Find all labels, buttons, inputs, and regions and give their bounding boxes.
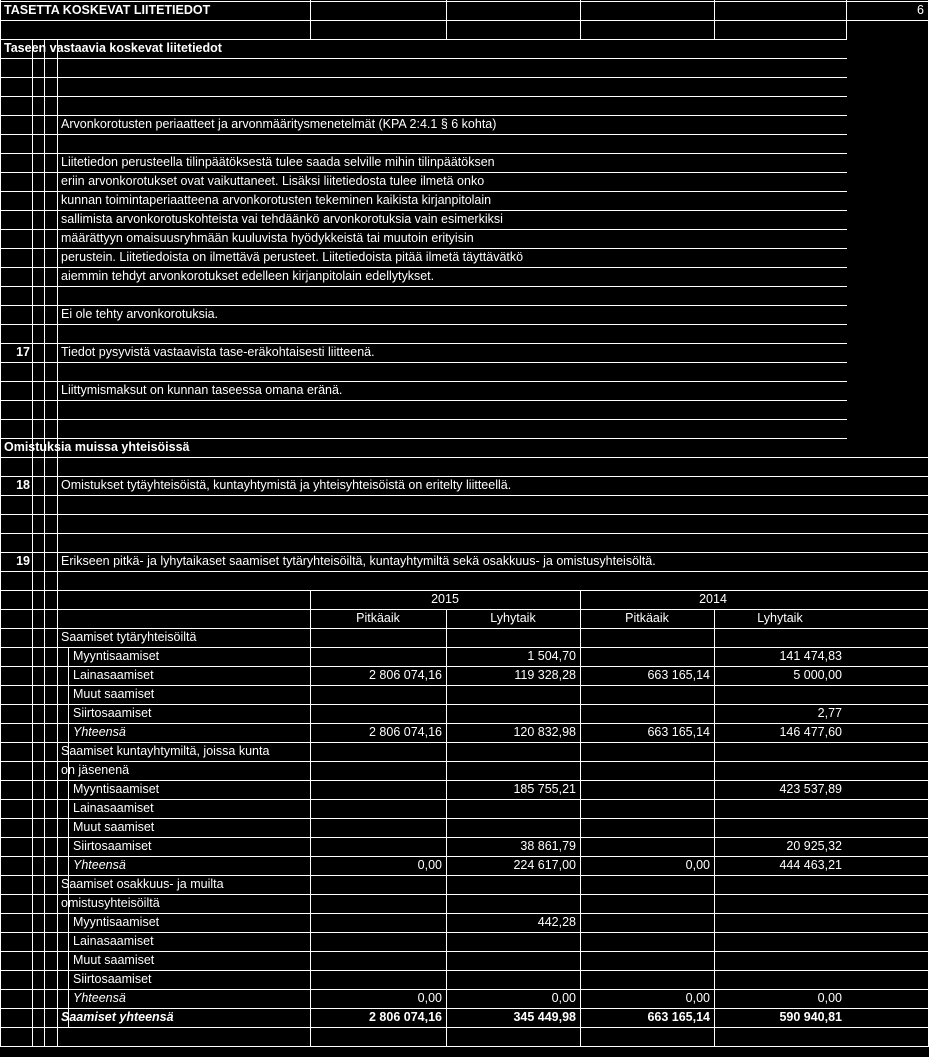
cell-value: 20 925,32 (786, 839, 842, 853)
column-header: Lyhytaik (757, 611, 803, 625)
grand-total-value: 590 940,81 (779, 1010, 842, 1024)
grid-hline (0, 419, 847, 420)
cell-value: 442,28 (537, 915, 576, 929)
paragraph-line: eriin arvonkorotukset ovat vaikuttaneet. Lisäksi liitetiedosta tulee ilmetä onko (61, 174, 485, 188)
cell-value: 141 474,83 (779, 649, 842, 663)
row-label: Muut saamiset (73, 820, 155, 834)
item-number: 17 (16, 345, 30, 359)
total-value: 444 463,21 (779, 858, 842, 872)
total-value: 0,00 (685, 991, 710, 1005)
item-text: Tiedot pysyvistä vastaavista tase-eräkohtaisesti liitteenä. (61, 345, 375, 359)
section-title: Omistuksia muissa yhteisöissä (4, 440, 190, 454)
row-label: Muut saamiset (73, 953, 155, 967)
grid-hline (0, 1046, 929, 1047)
item-number: 19 (16, 554, 30, 568)
grid-hline (0, 1027, 929, 1028)
cell-value: 119 328,28 (514, 668, 576, 682)
total-value: 0,00 (417, 858, 442, 872)
grid-hline (0, 533, 929, 534)
column-header: Pitkäaik (356, 611, 400, 625)
cell-value: 1 504,70 (527, 649, 576, 663)
row-label: Lainasaamiset (73, 934, 154, 948)
row-label: Myyntisaamiset (73, 649, 160, 663)
row-label: Myyntisaamiset (73, 915, 160, 929)
page-number: 6 (917, 3, 924, 17)
cell-value: 423 537,89 (779, 782, 842, 796)
revaluation-note: Ei ole tehty arvonkorotuksia. (61, 307, 219, 321)
grid-hline (0, 324, 847, 325)
grid-hline (0, 457, 929, 458)
group-title: Saamiset osakkuus- ja muilta (61, 877, 224, 891)
year-header: 2014 (699, 592, 727, 606)
grid-hline (0, 96, 847, 97)
row-label: Lainasaamiset (73, 801, 154, 815)
column-header: Lyhytaik (490, 611, 536, 625)
group-title: Saamiset kuntayhtymiltä, joissa kunta (61, 744, 270, 758)
group-title: omistusyhteisöiltä (61, 896, 160, 910)
grand-total-value: 2 806 074,16 (369, 1010, 442, 1024)
cell-value: 663 165,14 (647, 668, 710, 682)
total-label: Yhteensä (73, 725, 126, 739)
cell-value: 5 000,00 (793, 668, 842, 682)
paragraph-line: perustein. Liitetiedoista on ilmettävä perusteet. Liitetiedoista pitää ilmetä täyttävätkö (61, 250, 524, 264)
grand-total-value: 345 449,98 (513, 1010, 576, 1024)
total-value: 120 832,98 (513, 725, 576, 739)
column-header: Pitkäaik (625, 611, 669, 625)
paragraph-line: Liitetiedon perusteella tilinpäätöksestä tulee saada selville mihin tilinpäätöksen (61, 155, 495, 169)
section-title: Taseen vastaavia koskevat liitetiedot (4, 41, 222, 55)
total-label: Yhteensä (73, 991, 126, 1005)
item-number: 18 (16, 478, 30, 492)
sheet-title: TASETTA KOSKEVAT LIITETIEDOT (4, 3, 211, 17)
total-value: 224 617,00 (513, 858, 576, 872)
grid-hline (0, 571, 929, 572)
total-label: Yhteensä (73, 858, 126, 872)
paragraph-line: määrättyyn omaisuusryhmään kuuluvista hyödykkeistä tai muutoin erityisin (61, 231, 474, 245)
row-label: Muut saamiset (73, 687, 155, 701)
grid-hline (0, 495, 929, 496)
total-value: 0,00 (551, 991, 576, 1005)
paragraph-line: aiemmin tehdyt arvonkorotukset edelleen kirjanpitolain edellytykset. (61, 269, 435, 283)
grid-hline (0, 514, 929, 515)
total-value: 0,00 (685, 858, 710, 872)
row-label: Myyntisaamiset (73, 782, 160, 796)
grid-hline (0, 761, 929, 762)
total-value: 2 806 074,16 (369, 725, 442, 739)
policy-heading: Arvonkorotusten periaatteet ja arvonmääritysmenetelmät (KPA 2:4.1 § 6 kohta) (61, 117, 497, 131)
cell-value: 38 861,79 (520, 839, 576, 853)
group-title: on jäsenenä (61, 763, 130, 777)
row-label: Siirtosaamiset (73, 839, 152, 853)
grid-hline (0, 77, 847, 78)
item-note: Liittymismaksut on kunnan taseessa omana eränä. (61, 383, 343, 397)
grand-total-label: Saamiset yhteensä (61, 1010, 174, 1024)
row-label: Lainasaamiset (73, 668, 154, 682)
grid-hline (0, 286, 847, 287)
grid-vline (0, 0, 1, 1046)
total-value: 0,00 (817, 991, 842, 1005)
cell-value: 2 806 074,16 (369, 668, 442, 682)
item-text: Erikseen pitkä- ja lyhytaikaset saamiset tytäryhteisöiltä, kuntayhtymiltä sekä osakkuus- ja omistusyhteisöltä. (61, 554, 656, 568)
grid-hline (0, 58, 847, 59)
cell-value: 2,77 (817, 706, 842, 720)
grid-hline (0, 20, 929, 21)
item-text: Omistukset tytäyhteisöistä, kuntayhtymistä ja yhteisyhteisöistä on eritelty liitteellä. (61, 478, 512, 492)
grid-hline (0, 362, 847, 363)
grand-total-value: 663 165,14 (647, 1010, 710, 1024)
paragraph-line: sallimista arvonkorotuskohteista vai tehdäänkö arvonkorotuksia vain esimerkiksi (61, 212, 503, 226)
total-value: 0,00 (417, 991, 442, 1005)
grid-hline (0, 400, 847, 401)
row-label: Siirtosaamiset (73, 706, 152, 720)
cell-value: 185 755,21 (513, 782, 576, 796)
paragraph-line: kunnan toimintaperiaatteena arvonkorotusten tekeminen kaikista kirjanpitolain (61, 193, 492, 207)
group-title: Saamiset tytäryhteisöiltä (61, 630, 197, 644)
total-value: 663 165,14 (647, 725, 710, 739)
row-label: Siirtosaamiset (73, 972, 152, 986)
grid-hline (0, 134, 847, 135)
year-header: 2015 (431, 592, 459, 606)
total-value: 146 477,60 (779, 725, 842, 739)
